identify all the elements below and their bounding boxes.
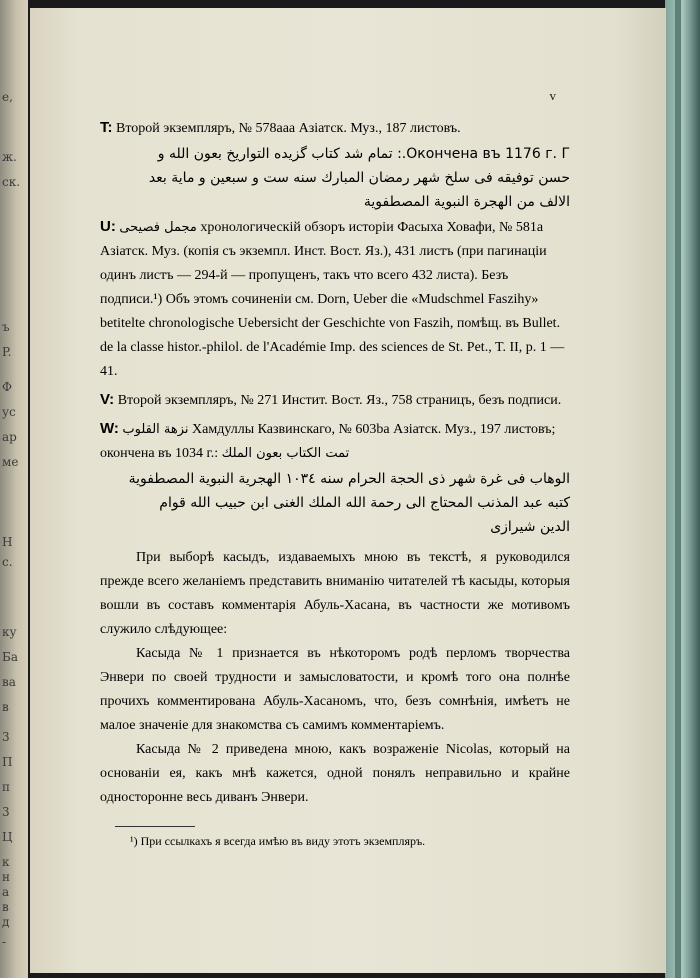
book-cover-edge: [665, 0, 700, 978]
margin-fragment: ъ: [2, 320, 10, 334]
siglum: T:: [100, 119, 113, 136]
book-spine: [675, 0, 681, 978]
page-number: v: [549, 88, 556, 103]
margin-fragment: ку: [2, 625, 17, 639]
margin-fragment: 3: [2, 805, 10, 819]
margin-fragment: ар: [2, 430, 17, 444]
margin-fragment: н: [2, 870, 10, 884]
arabic-colophon-line: الدین شیرازی: [490, 519, 570, 535]
footnote: ¹) При ссылкахъ я всегда имѣю въ виду этотъ экземпляръ.: [130, 834, 426, 848]
margin-fragment: 3: [2, 730, 10, 744]
arabic-colophon-line: حسن توفیقه فی سلخ شهر رمضان المبارك سنه ست و سبعین و مایة بعد: [148, 170, 570, 186]
arabic-colophon-line: الالف من الهجرة النبویة المصطفویة: [363, 194, 570, 210]
margin-fragment: а: [2, 885, 10, 899]
entry-text: Второй экземпляръ, № 271 Инстит. Вост. Яз., 758 страницъ, безъ подписи.: [117, 393, 562, 408]
body-paragraph: Касыда № 2 приведена мною, какъ возраженіе Nicolas, который на основаніи ея, какъ мнѣ кажется, одной понялъ неправильно и крайне односторонне весь диванъ Энвери.: [100, 742, 570, 805]
margin-fragment: Н: [2, 535, 13, 549]
body-paragraph: При выборѣ касыдъ, издаваемыхъ мною въ текстѣ, я руководился прежде всего желаніемъ представить вниманію читателей тѣ касыды, которыя вошли въ составъ комментарія Абуль-Хасана, въ частности же мотивомъ служило слѣдующее:: [100, 550, 570, 637]
margin-fragment: П: [2, 755, 13, 769]
margin-fragment: ус: [2, 405, 16, 419]
entry-t: [100, 116, 570, 141]
footnote-rule: [115, 826, 195, 827]
entry-u: [100, 215, 570, 384]
margin-fragment: Ба: [2, 650, 18, 664]
entry-text: хронологическій обзоръ исторіи Фасыха Ховафи, № 581а Азіатск. Муз. (копія съ экземпл. Инст. Вост. Яз.), 431 листъ (при пагинаціи одинъ листъ — 294-й — пропущенъ, такъ что всего 432 листа). Безъ подписи.¹) Объ этомъ сочиненіи см. Dorn, Ueber die «Mudschmel Faszihy» betitelte chronologische Uebersicht der Geschichte von Faszih, помѣщ. въ Bullet. de la classe histor.-philol. de l'Académie Imp. des sciences de St. Pet., T. II, p. 1 — 41.: [100, 220, 565, 379]
entry-text: Второй экземпляръ, № 578aaa Азіатск. Муз., 187 листовъ.: [116, 121, 461, 136]
margin-fragment: Ф: [2, 380, 12, 394]
arabic-colophon-start: تمت الكتاب بعون الملك: [221, 446, 350, 461]
margin-fragment: в: [2, 900, 9, 914]
margin-fragment: ва: [2, 675, 16, 689]
arabic-colophon-line: كتبه عبد المذنب المحتاج الی رحمة الله الملك الغنی ابن حبیب الله قوام: [159, 495, 570, 511]
entry-v: [100, 388, 570, 413]
entry-text: Хамдуллы Казвинскаго, № 603ba Азіатск. Муз., 197 листовъ; окончена въ 1034 г.:: [100, 422, 556, 461]
margin-fragment: к: [2, 855, 10, 869]
arabic-title: نزهة القلوب: [122, 422, 189, 437]
margin-fragment: e,: [2, 90, 13, 104]
page-body: [100, 116, 570, 810]
margin-fragment: Ц: [2, 830, 13, 844]
margin-fragment: -: [2, 935, 7, 949]
previous-page-edge: [0, 0, 28, 978]
siglum: U:: [100, 218, 116, 235]
margin-fragment: ме: [2, 455, 19, 469]
body-paragraph: Касыда № 1 признается въ нѣкоторомъ родѣ перломъ творчества Энвери по своей трудности и замысловатости, и кромѣ того она полнѣе прочихъ комментирована Абуль-Хасаномъ, что, безъ сомнѣнія, имѣетъ не малое значеніе для знакомства съ самимъ комментаріемъ.: [100, 646, 570, 733]
margin-fragment: ск.: [2, 175, 21, 189]
entry-w: [100, 417, 570, 466]
arabic-title: مجمل فصیحی: [119, 220, 197, 235]
siglum: V:: [100, 391, 115, 408]
margin-fragment: п: [2, 780, 10, 794]
margin-fragment: ж.: [2, 150, 17, 164]
margin-fragment: P.: [2, 345, 12, 359]
arabic-colophon-line: Окончена въ 1176 г. Г.: تمام شد کتاب گزیده التواریخ بعون الله و: [157, 146, 570, 162]
siglum: W:: [100, 420, 119, 437]
margin-fragment: д: [2, 915, 10, 929]
arabic-colophon-line: الوهاب فی غرة شهر ذی الحجة الحرام سنه ١٠٣٤ الهجریة النبویة المصطفویة: [128, 471, 570, 487]
margin-fragment: в: [2, 700, 9, 714]
margin-fragment: с.: [2, 555, 13, 569]
